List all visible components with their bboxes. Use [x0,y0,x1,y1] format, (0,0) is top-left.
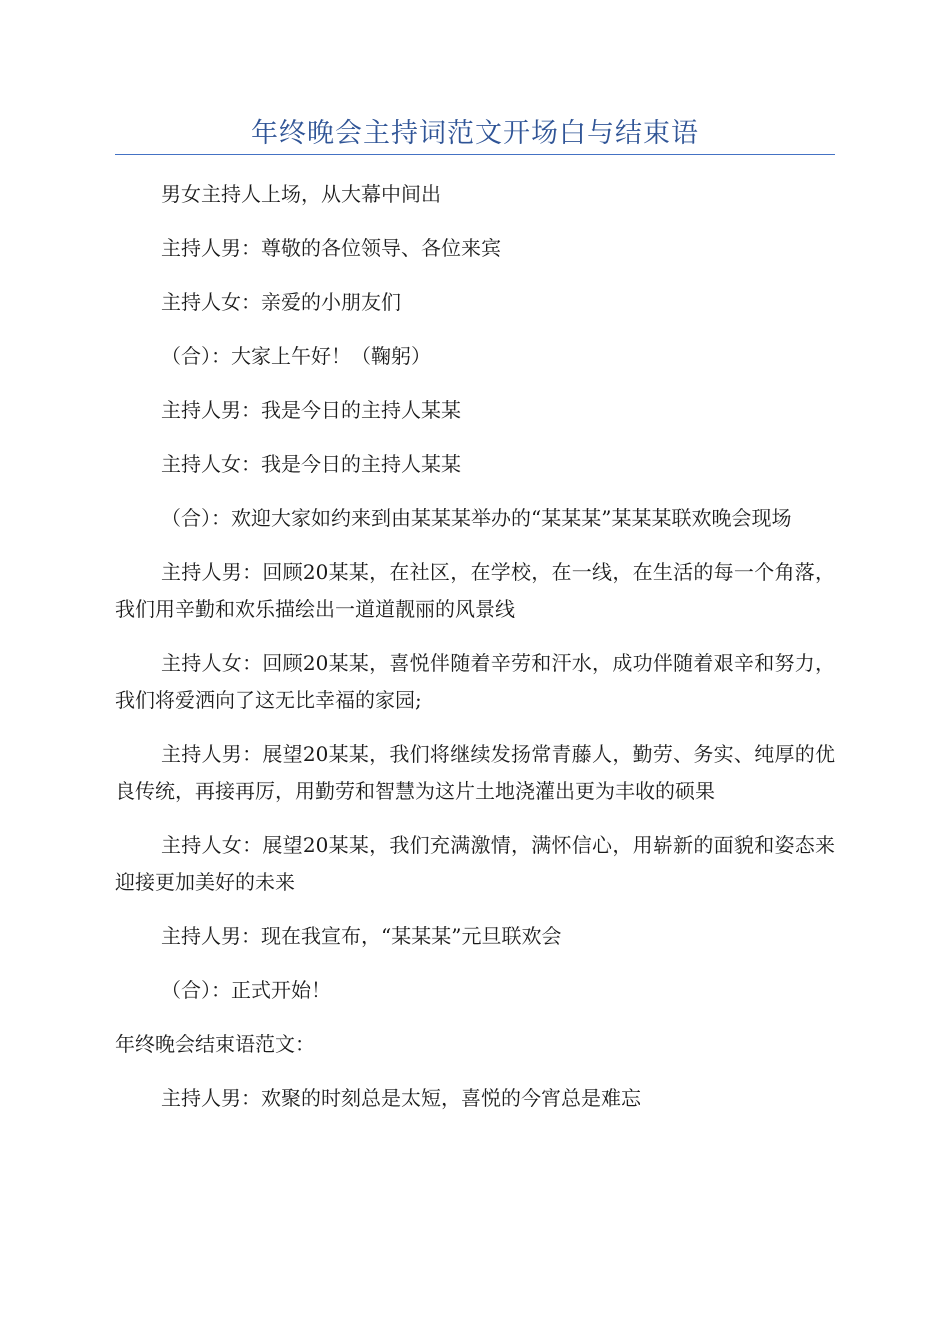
document-title: 年终晚会主持词范文开场白与结束语 [251,118,699,149]
paragraph: 主持人女：亲爱的小朋友们 [161,290,401,314]
paragraph: 主持人女：展望20某某，我们充满激情，满怀信心，用崭新的面貌和姿态来迎接更加美好的未来 [115,833,835,894]
paragraph: 主持人女：我是今日的主持人某某 [161,452,461,476]
paragraph: （合）：欢迎大家如约来到由某某某举办的“某某某”某某某联欢晚会现场 [161,506,792,530]
paragraph: 主持人男：尊敬的各位领导、各位来宾 [161,236,501,260]
section-heading: 年终晚会结束语范文： [115,1032,315,1056]
paragraph: （合）：正式开始！ [161,978,331,1002]
paragraph: 主持人男：展望20某某，我们将继续发扬常青藤人，勤劳、务实、纯厚的优良传统，再接再厉，用勤劳和智慧为这片土地浇灌出更为丰收的硕果 [115,742,835,803]
paragraph: 男女主持人上场，从大幕中间出 [161,182,441,206]
paragraph: 主持人男：欢聚的时刻总是太短，喜悦的今宵总是难忘 [161,1086,641,1110]
document-body [115,176,835,1134]
paragraph: （合）：大家上午好！（鞠躬） [161,344,431,368]
paragraph: 主持人男：回顾20某某，在社区，在学校，在一线，在生活的每一个角落，我们用辛勤和欢乐描绘出一道道靓丽的风景线 [115,560,835,621]
paragraph: 主持人男：我是今日的主持人某某 [161,398,461,422]
paragraph: 主持人男：现在我宣布，“某某某”元旦联欢会 [161,924,562,948]
paragraph: 主持人女：回顾20某某，喜悦伴随着辛劳和汗水，成功伴随着艰辛和努力，我们将爱洒向了这无比幸福的家园; [115,651,835,712]
title-underline [115,154,835,155]
